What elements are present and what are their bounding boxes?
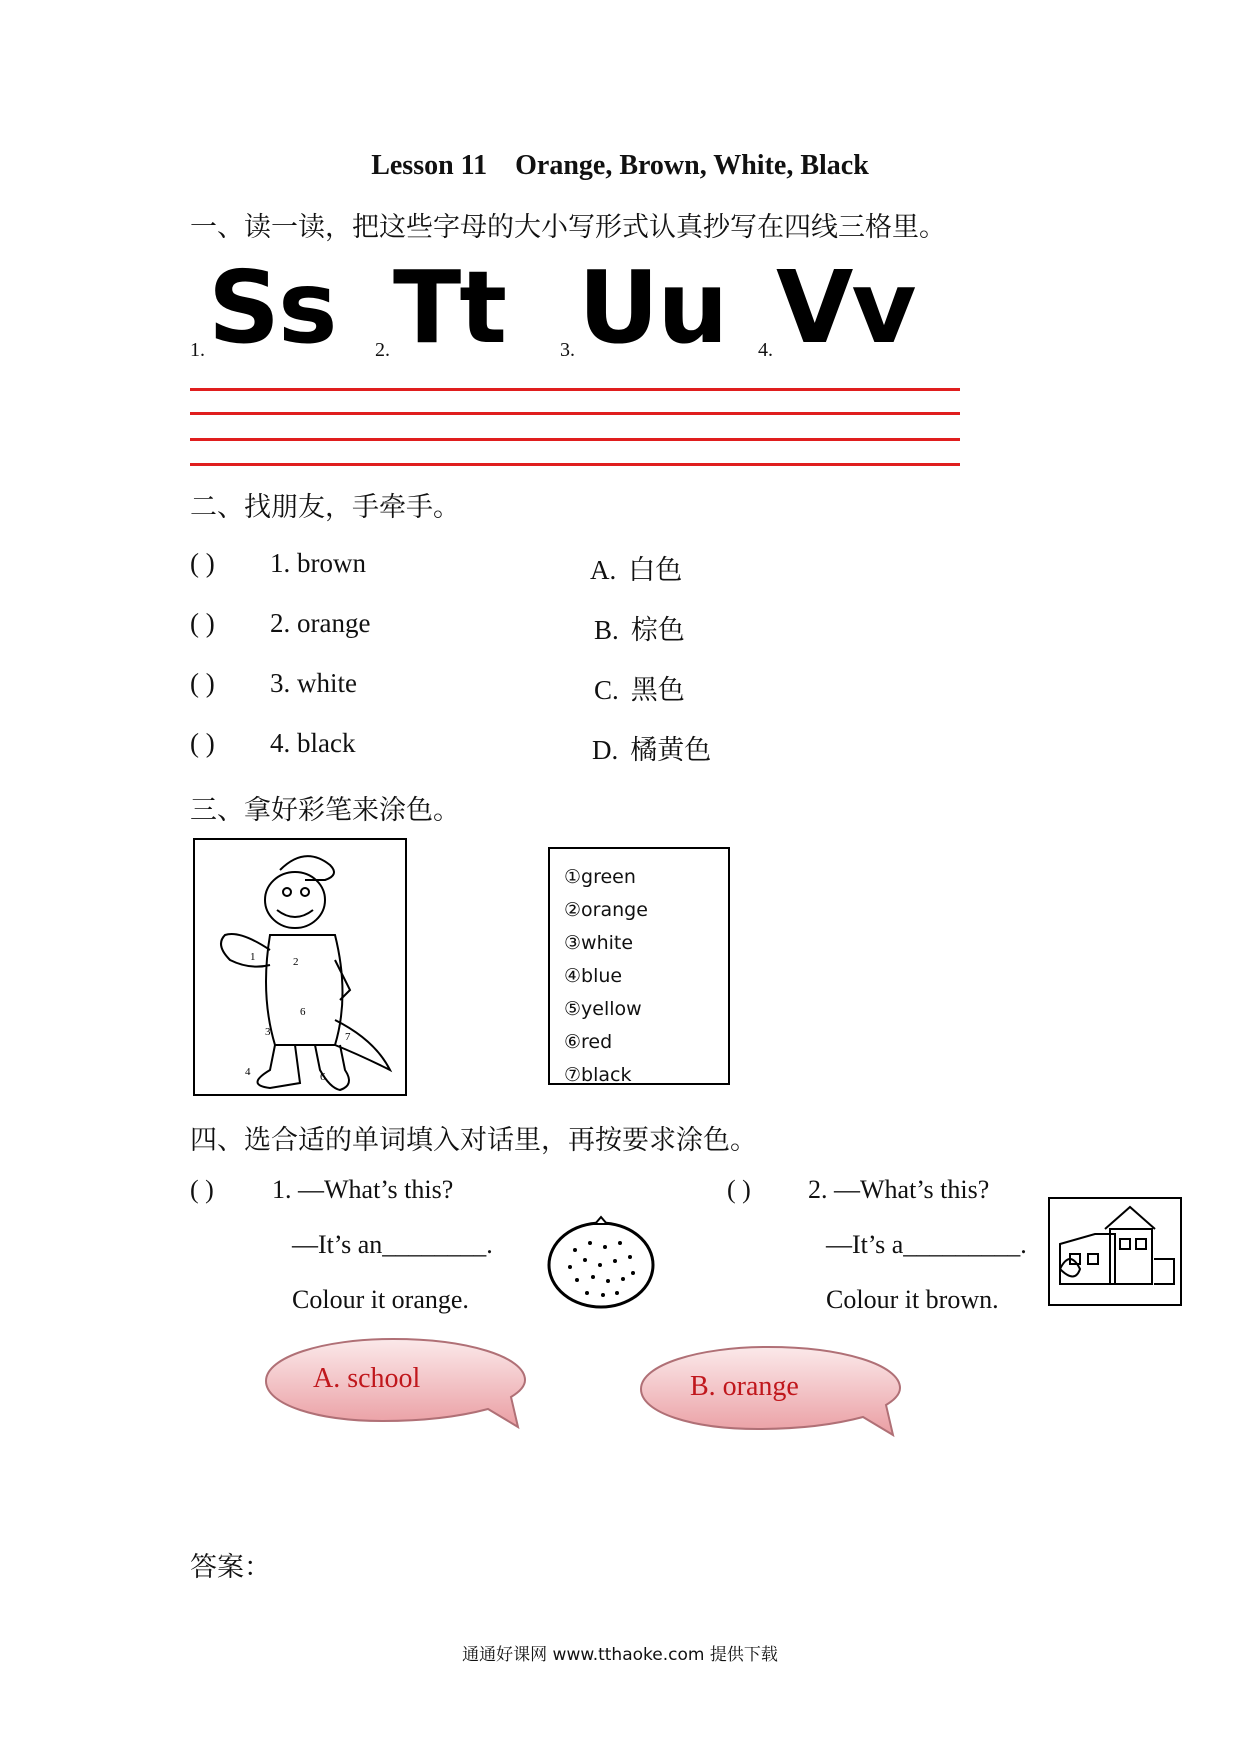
match-word: 2. orange [270,608,371,638]
q2-instruction: Colour it brown. [826,1285,999,1314]
svg-text:1: 1 [250,951,256,963]
svg-text:6: 6 [320,1071,326,1083]
page-title: Lesson 11 Orange, Brown, White, Black [371,150,869,181]
color-key-box [548,847,730,1085]
match-word: 1. brown [270,548,366,578]
section1-heading: 一、读一读，把这些字母的大小写形式认真抄写在四线三格里。 [190,212,946,243]
q1-answer-blank[interactable]: ( ) [190,1175,214,1204]
orange-fruit-picture [545,1215,657,1310]
match-word: 3. white [270,668,357,698]
svg-text:6: 6 [300,1006,306,1018]
letter-glyph: Ss [208,249,336,366]
color-key-item: ①green [564,866,636,888]
color-key-item: ⑤yellow [564,998,642,1020]
school-building-picture [1048,1197,1182,1306]
answer-label: 答案： [190,1552,271,1583]
q2-question: 2. —What’s this? [808,1175,990,1204]
letter-glyph: Tt [393,249,506,366]
letter-number: 1. [190,339,205,361]
dinosaur-illustration [195,840,405,1094]
writing-line [190,388,960,391]
color-key-item: ③white [564,932,634,954]
answer-blank[interactable]: ( ) [190,668,215,698]
color-key-item: ⑥red [564,1031,613,1053]
q1-question: 1. —What’s this? [272,1175,454,1204]
option-bubble-b[interactable] [638,1343,903,1441]
match-option: D. 橘黄色 [592,735,712,766]
match-row [190,728,890,768]
svg-text:3: 3 [265,1026,271,1038]
letter-glyph: Uu [578,249,727,366]
match-word: 4. black [270,728,356,758]
option-b-label: B. orange [690,1371,799,1402]
q2-answer-line[interactable]: —It’s a_________. [826,1230,1027,1259]
q2-answer-blank[interactable]: ( ) [727,1175,751,1204]
letter-glyph: Vv [776,249,915,366]
q1-instruction: Colour it orange. [292,1285,469,1314]
match-row [190,668,890,708]
letter-number: 4. [758,339,773,361]
dinosaur-coloring-picture [193,838,407,1096]
letter-number: 2. [375,339,390,361]
svg-text:2: 2 [293,956,299,968]
match-option: C. 黑色 [594,675,685,706]
match-option: B. 棕色 [594,615,685,646]
color-key-item: ④blue [564,965,623,987]
writing-line [190,438,960,441]
match-row [190,548,890,588]
answer-blank[interactable]: ( ) [190,608,215,638]
color-key-item: ⑦black [564,1064,632,1086]
svg-text:4: 4 [245,1066,251,1078]
option-a-label: A. school [313,1363,421,1394]
section3-heading: 三、拿好彩笔来涂色。 [190,795,460,826]
svg-text:7: 7 [345,1031,351,1043]
color-key-item: ②orange [564,899,648,921]
match-row [190,608,890,648]
writing-line [190,463,960,466]
section4-heading: 四、选合适的单词填入对话里，再按要求涂色。 [190,1125,757,1156]
footer-credit: 通通好课网 www.tthaoke.com 提供下载 [462,1645,778,1665]
match-option: A. 白色 [590,555,683,586]
writing-line [190,412,960,415]
letter-row [190,249,990,372]
answer-blank[interactable]: ( ) [190,548,215,578]
q1-answer-line[interactable]: —It’s an________. [292,1230,493,1259]
section2-heading: 二、找朋友，手牵手。 [190,492,460,523]
letter-number: 3. [560,339,575,361]
answer-blank[interactable]: ( ) [190,728,215,758]
option-bubble-a[interactable] [263,1335,528,1433]
